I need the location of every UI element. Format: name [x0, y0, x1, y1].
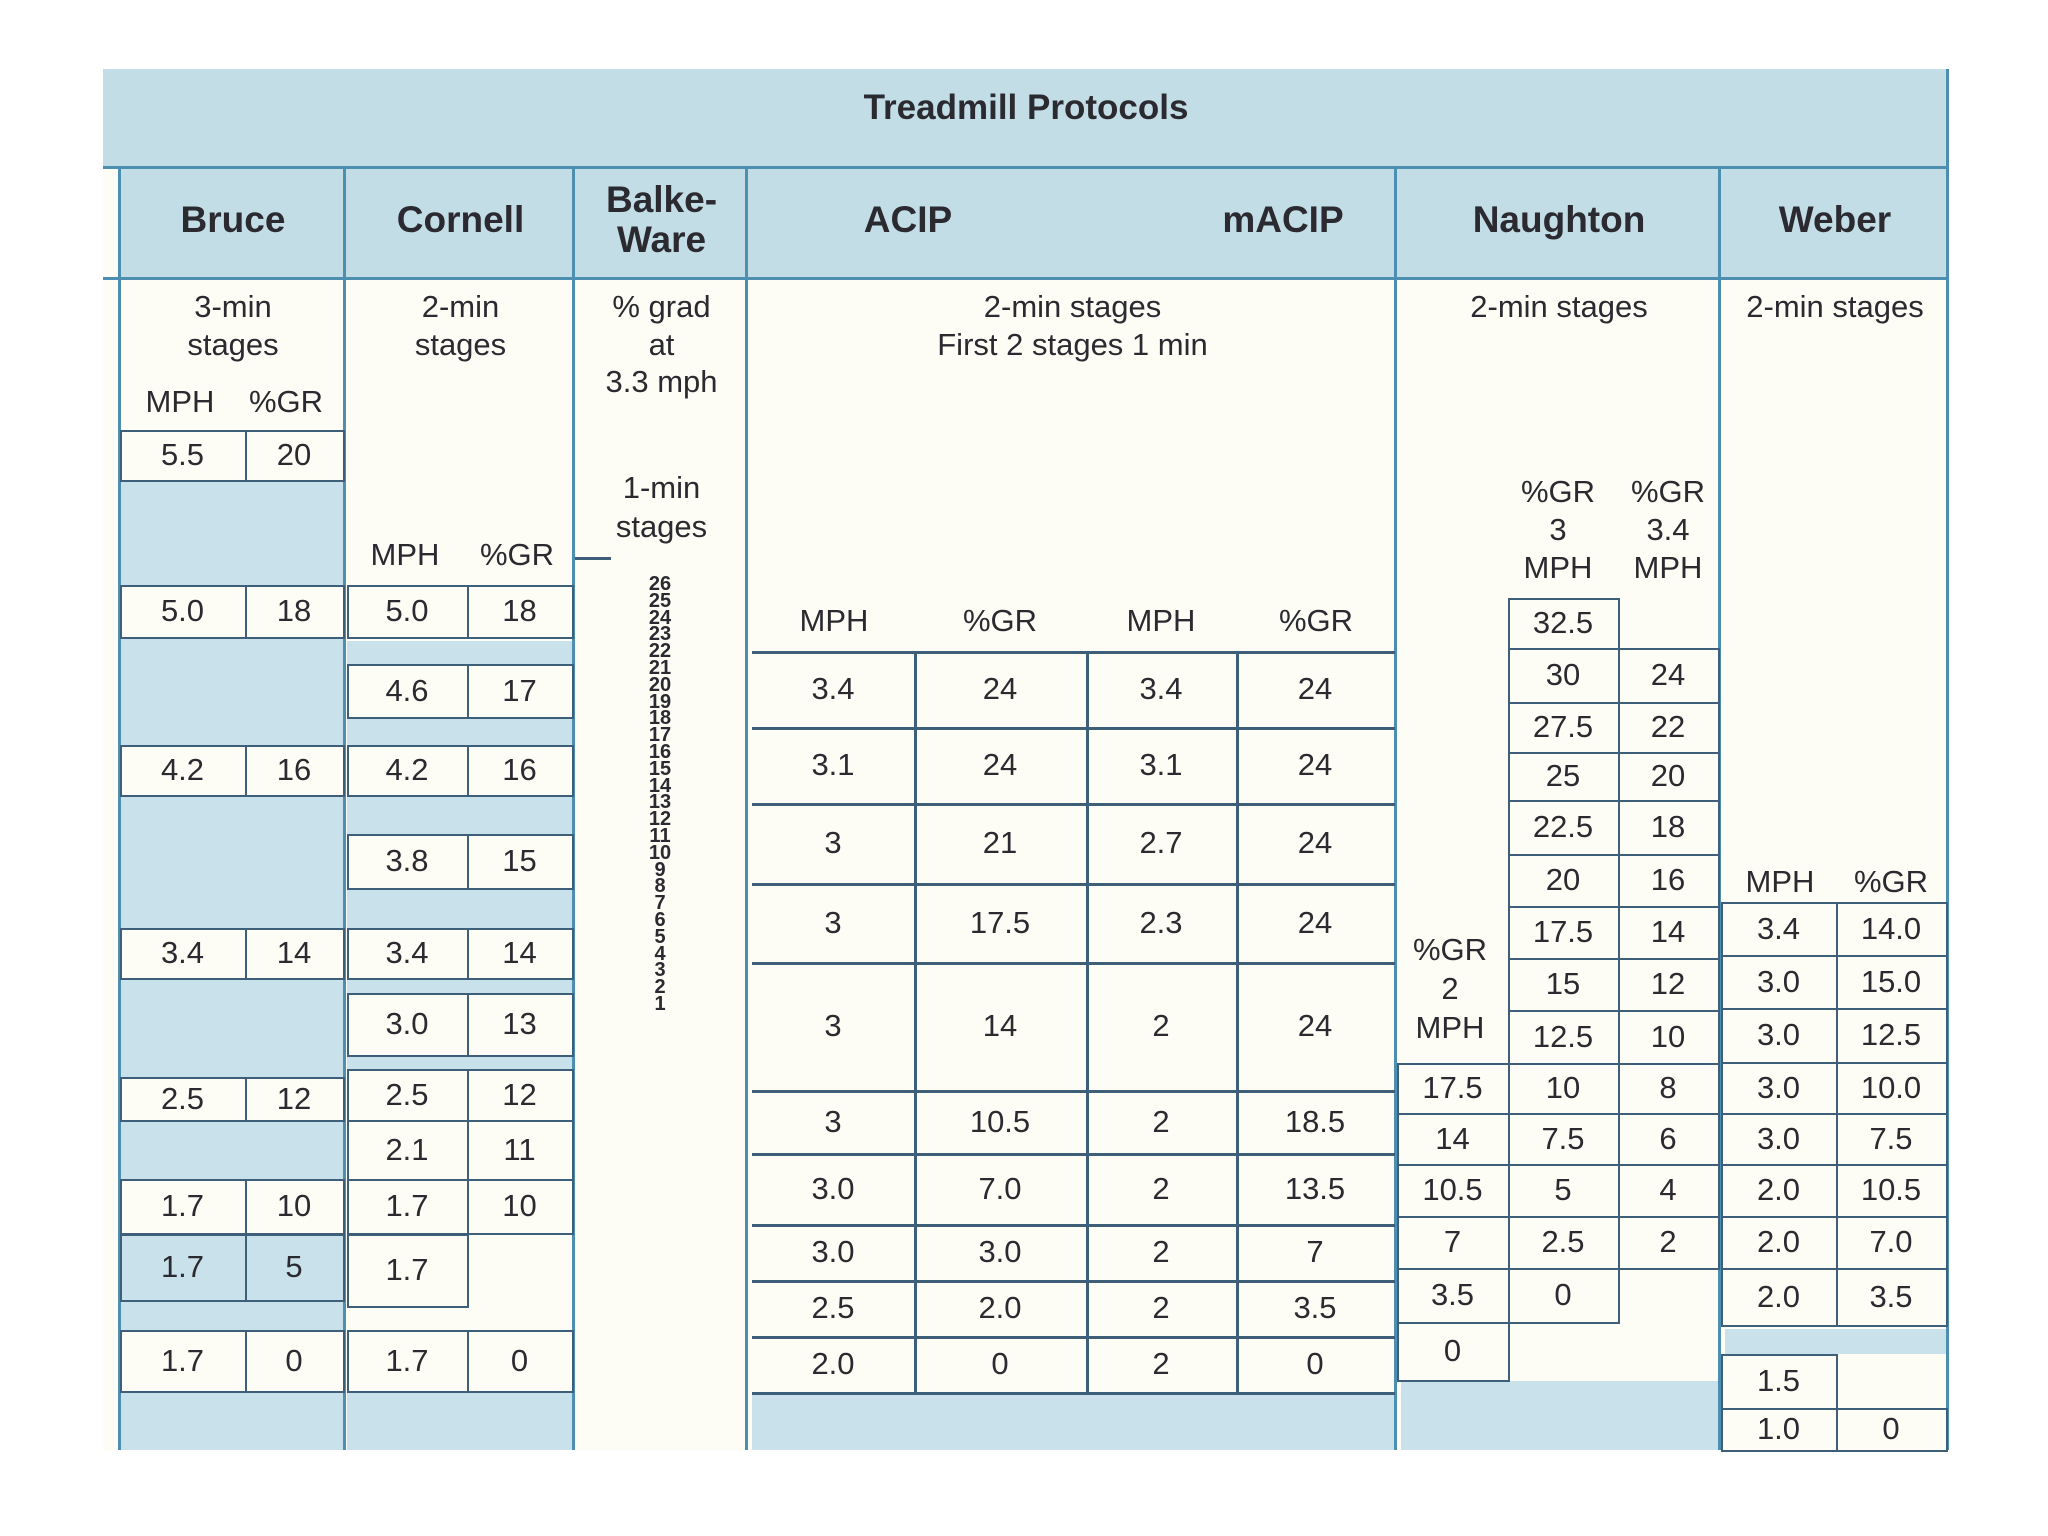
naughton-34mph-label-2: 3.4 — [1646, 512, 1690, 547]
balke-grade: 20 — [648, 673, 672, 696]
acip-mph-label: MPH — [799, 603, 869, 638]
cornell-cell: 5.0 — [385, 593, 429, 628]
weber-cell: 7.5 — [1869, 1120, 1913, 1156]
cornell-gr-label: %GR — [479, 537, 555, 572]
naughton-34mph-cell: 2 — [1659, 1224, 1677, 1259]
balke-grade: 13 — [648, 791, 672, 814]
page-title: Treadmill Protocols — [863, 88, 1189, 127]
acip-cell: 3.5 — [1293, 1290, 1337, 1325]
cornell-note-1: 2-min — [421, 289, 500, 324]
naughton-34mph-cell: 22 — [1650, 709, 1686, 744]
acip-cell: 2.0 — [978, 1290, 1022, 1325]
acip-cell: 3.1 — [811, 747, 855, 782]
acip-cell: 2 — [1152, 1234, 1170, 1269]
acip-cell: 3.4 — [1139, 671, 1183, 706]
acip-cell: 2.0 — [811, 1346, 855, 1381]
weber-cell: 3.5 — [1869, 1278, 1913, 1314]
macip-gr-label: %GR — [1278, 603, 1354, 638]
naughton-3mph-cell: 25 — [1545, 758, 1581, 793]
naughton-34mph-cell: 18 — [1650, 809, 1686, 844]
acip-cell: 3 — [824, 825, 842, 860]
balke-grade: 7 — [654, 892, 666, 915]
naughton-2mph-label-2: 2 — [1441, 971, 1459, 1006]
header-balke — [575, 166, 748, 277]
weber-mph-label: MPH — [1745, 864, 1815, 899]
header-naughton — [1397, 166, 1721, 277]
balke-grade: 1 — [654, 993, 666, 1015]
weber-cell: 2.0 — [1756, 1224, 1801, 1259]
acip-cell: 14 — [982, 1008, 1018, 1043]
cornell-cell: 4.2 — [385, 752, 429, 787]
weber-cell: 15.0 — [1860, 963, 1922, 999]
weber-note: 2-min stages — [1746, 289, 1924, 324]
naughton-34mph-cell: 20 — [1650, 758, 1686, 793]
balke-grade: 14 — [648, 774, 672, 797]
bruce-cell: 3.4 — [160, 935, 205, 970]
balke-grade: 17 — [648, 724, 672, 747]
naughton-2mph-cell: 14 — [1435, 1120, 1470, 1156]
acip-cell: 2 — [1152, 1290, 1170, 1325]
bruce-cell: 1.7 — [160, 1249, 205, 1284]
balke-note-1: % grad — [612, 289, 711, 324]
acip-cell: 3 — [824, 904, 842, 940]
acip-cell: 17.5 — [969, 904, 1031, 940]
naughton-3mph-label-3: MPH — [1523, 550, 1593, 585]
weber-cell: 1.0 — [1756, 1411, 1801, 1446]
acip-cell: 24 — [1297, 747, 1333, 782]
cornell-cell: 16 — [502, 752, 537, 787]
acip-cell: 24 — [1297, 671, 1333, 706]
cornell-cell: 11 — [503, 1131, 536, 1167]
header-balke-line2: Ware — [616, 219, 707, 260]
bruce-cell: 10 — [276, 1188, 312, 1223]
naughton-2mph-label-3: MPH — [1415, 1010, 1485, 1045]
naughton-34mph-cell: 14 — [1650, 914, 1686, 949]
acip-cell: 2 — [1152, 1346, 1170, 1381]
weber-cell: 1.5 — [1756, 1363, 1801, 1398]
acip-note-2: First 2 stages 1 min — [937, 327, 1208, 362]
acip-cell: 3.0 — [811, 1170, 855, 1206]
naughton-3mph-cell: 5 — [1554, 1172, 1572, 1207]
cornell-cell: 15 — [502, 843, 537, 878]
naughton-34mph-cell: 6 — [1659, 1120, 1677, 1156]
balke-grade: 5 — [654, 925, 666, 948]
cornell-mph-label: MPH — [370, 537, 440, 572]
balke-grade: 26 — [648, 573, 672, 595]
naughton-3mph-label-1: %GR — [1520, 474, 1596, 509]
acip-cell: 7 — [1306, 1234, 1324, 1269]
balke-grade: 12 — [648, 808, 672, 831]
cornell-cell: 12 — [502, 1076, 537, 1112]
acip-cell: 18.5 — [1284, 1103, 1346, 1139]
bruce-cell: 2.5 — [160, 1080, 205, 1116]
acip-cell: 10.5 — [969, 1103, 1031, 1139]
header-naughton-label: Naughton — [1472, 199, 1646, 240]
naughton-2mph-cell: 10.5 — [1422, 1172, 1483, 1207]
bruce-cell: 18 — [276, 593, 312, 628]
weber-cell: 12.5 — [1860, 1017, 1922, 1052]
weber-cell: 0 — [1882, 1411, 1900, 1446]
naughton-2mph-cell: 7 — [1443, 1224, 1462, 1259]
naughton-3mph-cell: 12.5 — [1532, 1018, 1594, 1054]
header-cornell — [346, 166, 575, 277]
balke-grade: 22 — [648, 640, 672, 663]
balke-grade: 24 — [648, 606, 672, 629]
acip-cell: 24 — [1297, 825, 1333, 860]
acip-cell: 2.5 — [811, 1290, 855, 1325]
weber-cell: 7.0 — [1869, 1224, 1913, 1259]
naughton-note: 2-min stages — [1470, 289, 1648, 324]
naughton-3mph-cell: 17.5 — [1532, 914, 1594, 949]
macip-mph-label: MPH — [1126, 603, 1196, 638]
cornell-cell: 3.4 — [385, 935, 429, 970]
cornell-cell: 3.0 — [385, 1006, 429, 1041]
weber-cell: 2.0 — [1756, 1278, 1801, 1314]
balke-stage-note-1: 1-min — [622, 470, 701, 505]
balke-grade: 10 — [648, 841, 672, 864]
bruce-gr-label: %GR — [248, 384, 324, 419]
bruce-cell: 1.7 — [160, 1188, 205, 1223]
cornell-cell: 3.8 — [385, 843, 429, 878]
acip-cell: 2.3 — [1139, 904, 1183, 940]
bruce-cell: 12 — [276, 1080, 312, 1116]
bruce-mph-label: MPH — [145, 384, 215, 419]
cornell-cell: 0 — [510, 1342, 529, 1378]
balke-grade: 25 — [648, 589, 672, 612]
weber-cell: 3.4 — [1756, 910, 1801, 946]
acip-note-1: 2-min stages — [983, 289, 1162, 324]
cornell-cell: 18 — [502, 593, 537, 628]
balke-grade: 21 — [648, 657, 672, 679]
cornell-cell: 2.5 — [385, 1076, 429, 1112]
bruce-note-1: 3-min — [194, 289, 272, 324]
cornell-note-2: stages — [414, 327, 507, 362]
weber-cell: 14.0 — [1860, 910, 1922, 946]
weber-gr-label: %GR — [1853, 864, 1929, 899]
naughton-3mph-cell: 15 — [1545, 966, 1581, 1001]
bruce-cell: 5 — [285, 1249, 303, 1284]
naughton-34mph-cell: 12 — [1650, 966, 1686, 1001]
balke-grade: 2 — [654, 976, 666, 999]
naughton-3mph-cell: 0 — [1554, 1277, 1572, 1312]
header-bruce — [120, 166, 346, 277]
naughton-2mph-label-1: %GR — [1412, 932, 1488, 967]
header-balke-line1: Balke- — [605, 179, 718, 220]
balke-grade: 23 — [648, 623, 672, 646]
balke-grade: 19 — [648, 690, 672, 713]
weber-cell: 3.0 — [1756, 963, 1801, 999]
weber-cell: 2.0 — [1756, 1172, 1801, 1207]
naughton-34mph-cell: 24 — [1650, 657, 1686, 692]
acip-cell: 13.5 — [1284, 1170, 1346, 1206]
acip-cell: 3.4 — [811, 671, 855, 706]
balke-grade: 8 — [654, 875, 666, 898]
acip-cell: 0 — [991, 1346, 1009, 1381]
naughton-3mph-cell: 20 — [1545, 862, 1581, 897]
acip-cell: 3.0 — [811, 1234, 855, 1269]
weber-cell: 3.0 — [1756, 1017, 1801, 1052]
acip-cell: 2 — [1152, 1103, 1170, 1139]
naughton-3mph-label — [1508, 473, 1608, 587]
naughton-3mph-cell: 22.5 — [1532, 809, 1594, 844]
bruce-cell: 14 — [276, 935, 312, 970]
weber-cell: 3.0 — [1756, 1069, 1801, 1105]
naughton-3mph-label-2: 3 — [1549, 512, 1567, 547]
acip-gr-label: %GR — [962, 603, 1038, 638]
balke-grade: 11 — [649, 825, 671, 847]
cornell-cell: 17 — [502, 672, 537, 708]
header-acip-label: ACIP — [863, 199, 953, 240]
balke-grade: 4 — [654, 942, 666, 965]
weber-cell: 3.0 — [1756, 1120, 1801, 1156]
acip-cell: 3 — [824, 1103, 842, 1139]
naughton-3mph-cell: 7.5 — [1541, 1120, 1585, 1156]
balke-grade: 18 — [648, 707, 672, 730]
acip-cell: 7.0 — [978, 1170, 1022, 1206]
naughton-3mph-cell: 30 — [1545, 657, 1581, 692]
header-bruce-label: Bruce — [180, 199, 286, 240]
acip-cell: 3.1 — [1139, 747, 1183, 782]
acip-cell: 3.0 — [978, 1234, 1022, 1269]
balke-grade: 9 — [654, 858, 666, 881]
bruce-cell: 5.5 — [160, 437, 205, 472]
acip-cell: 2.7 — [1139, 825, 1183, 860]
naughton-3mph-cell: 2.5 — [1541, 1224, 1585, 1259]
header-weber — [1721, 166, 1949, 277]
balke-grade: 16 — [648, 741, 672, 763]
cornell-cell: 4.6 — [385, 672, 429, 708]
naughton-2mph-label — [1400, 930, 1500, 1047]
balke-note-2: at — [648, 327, 675, 362]
balke-grade: 15 — [648, 757, 672, 780]
cornell-cell: 10 — [502, 1188, 537, 1223]
acip-cell: 24 — [982, 671, 1018, 706]
naughton-2mph-cell: 3.5 — [1430, 1277, 1475, 1312]
acip-cell: 24 — [1297, 904, 1333, 940]
cornell-cell: 2.1 — [385, 1131, 429, 1167]
acip-cell: 3 — [824, 1008, 842, 1043]
header-cornell-label: Cornell — [396, 199, 525, 240]
acip-cell: 24 — [1297, 1008, 1333, 1043]
acip-cell: 24 — [982, 747, 1018, 782]
acip-cell: 0 — [1306, 1346, 1324, 1381]
cornell-cell: 1.7 — [385, 1188, 429, 1223]
naughton-34mph-cell: 10 — [1650, 1018, 1686, 1054]
bruce-cell: 5.0 — [160, 593, 205, 628]
bruce-cell: 4.2 — [160, 752, 205, 787]
cornell-cell: 1.7 — [385, 1342, 429, 1378]
cornell-cell: 1.7 — [385, 1252, 429, 1287]
acip-cell: 2 — [1152, 1008, 1170, 1043]
bruce-cell: 16 — [276, 752, 312, 787]
naughton-2mph-cell: 17.5 — [1422, 1070, 1483, 1105]
balke-note-3: 3.3 mph — [605, 364, 718, 399]
header-acip — [748, 166, 1397, 277]
acip-cell: 2 — [1152, 1170, 1170, 1206]
naughton-3mph-cell: 27.5 — [1532, 709, 1594, 744]
balke-grade: 3 — [654, 959, 666, 982]
bruce-cell: 0 — [285, 1342, 303, 1378]
cornell-cell: 13 — [502, 1006, 537, 1041]
weber-cell: 10.5 — [1860, 1172, 1922, 1207]
naughton-34mph-cell: 8 — [1659, 1070, 1677, 1105]
naughton-34mph-label — [1618, 473, 1718, 587]
naughton-34mph-cell: 16 — [1650, 862, 1686, 897]
bruce-cell: 20 — [276, 437, 312, 472]
naughton-2mph-cell: 0 — [1443, 1333, 1462, 1368]
naughton-3mph-cell: 32.5 — [1532, 605, 1594, 640]
naughton-34mph-label-1: %GR — [1630, 474, 1706, 509]
weber-cell: 10.0 — [1860, 1069, 1922, 1105]
bruce-note-2: stages — [187, 327, 279, 362]
naughton-3mph-cell: 10 — [1545, 1070, 1581, 1105]
bruce-cell: 1.7 — [160, 1342, 205, 1378]
acip-cell: 21 — [982, 825, 1018, 860]
naughton-34mph-cell: 4 — [1659, 1172, 1677, 1207]
header-weber-label: Weber — [1778, 199, 1892, 240]
cornell-cell: 14 — [502, 935, 537, 970]
naughton-34mph-label-3: MPH — [1633, 550, 1703, 585]
header-macip-label: mACIP — [1222, 199, 1344, 240]
balke-grade: 6 — [654, 909, 666, 931]
balke-stage-note-2: stages — [615, 509, 708, 544]
